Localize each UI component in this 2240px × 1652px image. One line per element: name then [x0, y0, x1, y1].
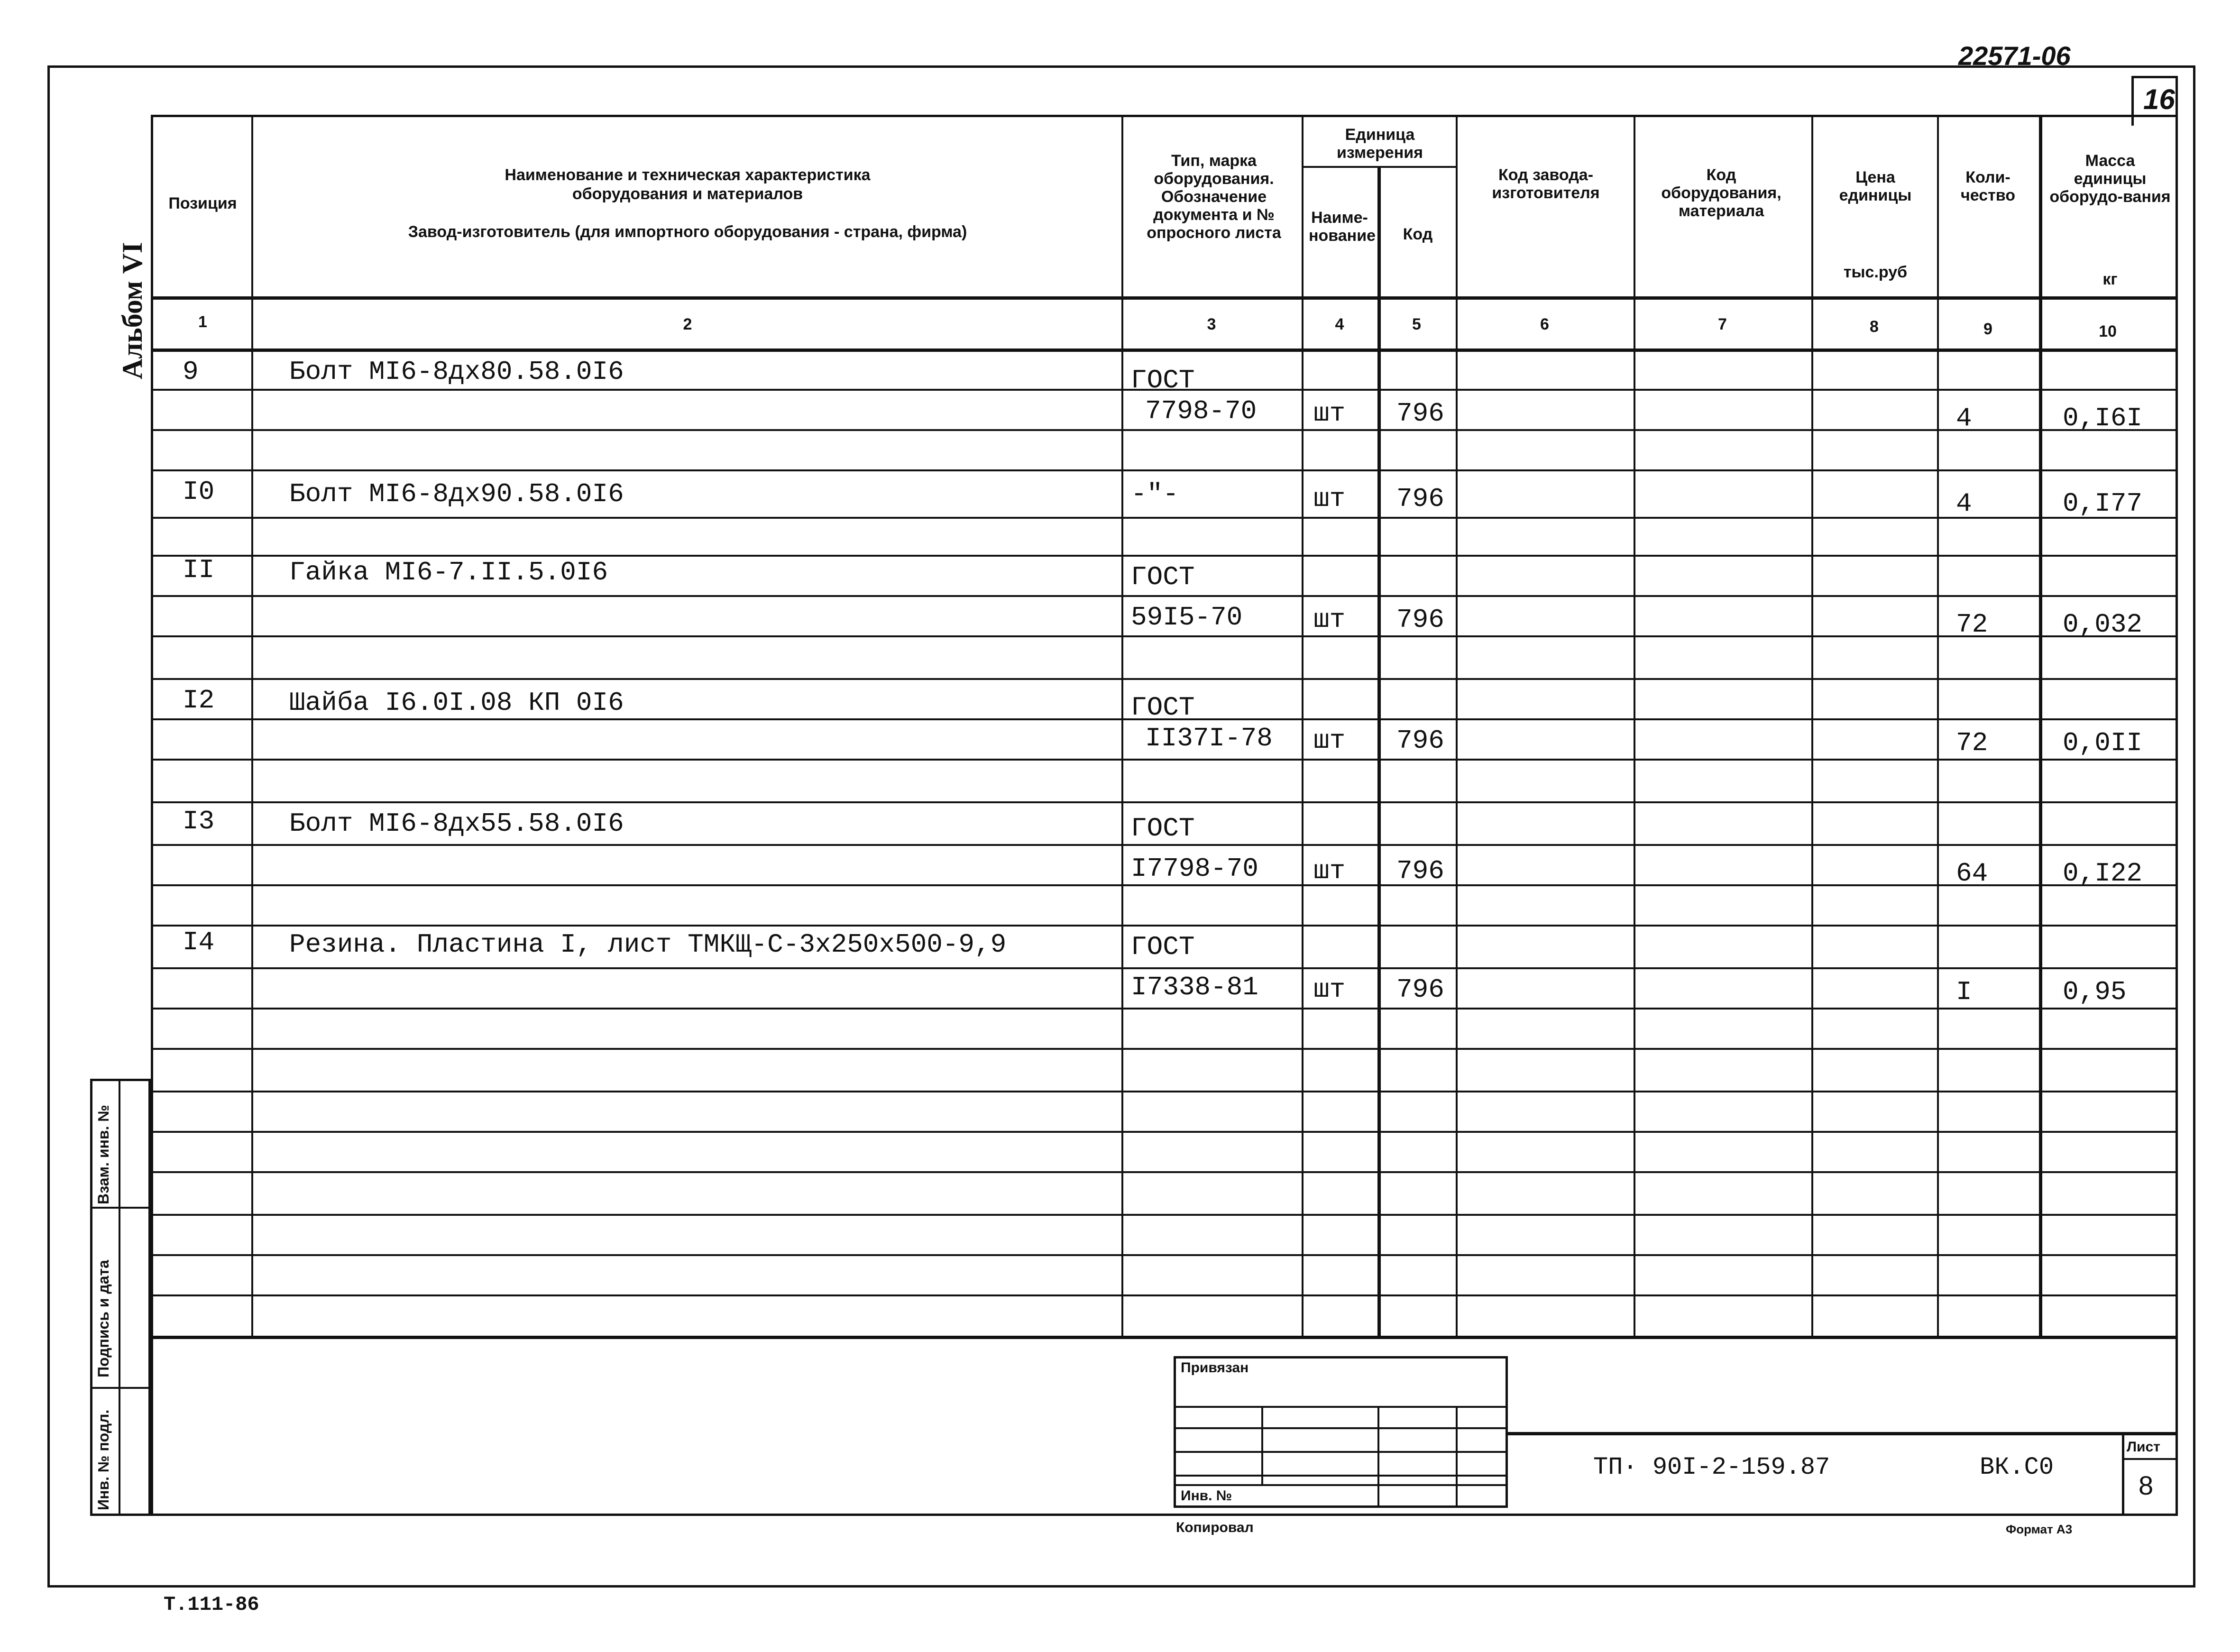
side-stamp-replaced-inv: Взам. инв. №	[95, 1105, 112, 1204]
row-11-code: 796	[1396, 605, 1444, 635]
row-11-mass: 0,032	[2063, 609, 2143, 640]
list-label: Лист	[2127, 1439, 2160, 1455]
privyazan-line	[1174, 1427, 1508, 1429]
colnum-2: 2	[683, 315, 692, 333]
header-mass-unit: кг	[2102, 270, 2118, 288]
album-label: Альбом VI	[117, 242, 148, 379]
project-code: ТП· 90I-2-159.87	[1593, 1453, 1830, 1481]
row-12-name: Шайба I6.0I.08 КП 0I6	[289, 688, 624, 718]
row-13-unit: шт	[1313, 856, 1346, 886]
colnum-8: 8	[1870, 318, 1879, 336]
privyazan-line	[1174, 1406, 1508, 1408]
header-equip-code: Код оборудования, материала	[1661, 166, 1781, 220]
header-name-line1: Наименование и техническая характеристика	[505, 166, 871, 184]
row-9-mass: 0,I6I	[2063, 403, 2143, 433]
header-bottom-line	[151, 296, 2178, 300]
list-line	[2122, 1458, 2178, 1460]
row-11-qty: 72	[1956, 609, 1988, 640]
row-12-qty: 72	[1956, 728, 1988, 758]
row-9-unit: шт	[1313, 398, 1346, 429]
privyazan-line	[1174, 1484, 1508, 1486]
row-13-mass: 0,I22	[2063, 858, 2143, 889]
row-14-unit: шт	[1313, 974, 1346, 1005]
row-line	[151, 555, 2178, 557]
privyazan-divider	[1377, 1406, 1379, 1508]
inv-label: Инв. №	[1181, 1488, 1232, 1504]
row-11-doc2: 59I5-70	[1131, 602, 1243, 633]
privyazan-divider	[1456, 1406, 1458, 1508]
colnum-1: 1	[198, 313, 207, 331]
row-14-doc2: I7338-81	[1131, 972, 1258, 1002]
header-unit-group: Единица измерения	[1337, 126, 1423, 162]
side-stamp-line	[90, 1387, 151, 1389]
row-10-code: 796	[1396, 484, 1444, 514]
header-price: Цена единицы	[1839, 168, 1912, 204]
row-line	[151, 801, 2178, 803]
side-stamp-original-inv: Инв. № подл.	[95, 1409, 112, 1510]
row-line	[151, 517, 2178, 519]
header-name-line3: Завод-изготовитель (для импортного оборудования - страна, фирма)	[408, 223, 967, 241]
colnum-7: 7	[1718, 315, 1727, 333]
row-line	[151, 759, 2178, 761]
row-13-name: Болт МI6-8дх55.58.0I6	[289, 808, 624, 839]
privyazan-label: Привязан	[1181, 1360, 1249, 1376]
row-9-qty: 4	[1956, 403, 1972, 433]
row-10-doc1: -"-	[1131, 479, 1179, 509]
header-type: Тип, марка оборудования. Обозначение документа и № опросного листа	[1147, 152, 1281, 242]
row-9-doc2: 7798-70	[1145, 396, 1257, 426]
row-line	[151, 844, 2178, 846]
kopiroval-label: Копировал	[1176, 1520, 1254, 1535]
row-12-code: 796	[1396, 725, 1444, 756]
row-14-doc1: ГОСТ	[1131, 932, 1195, 962]
header-position: Позиция	[168, 194, 237, 212]
row-13-qty: 64	[1956, 858, 1988, 889]
row-10-qty: 4	[1956, 488, 1972, 519]
row-13-doc1: ГОСТ	[1131, 813, 1195, 844]
row-line	[151, 1294, 2178, 1296]
row-line	[151, 595, 2178, 597]
row-14-name: Резина. Пластина I, лист ТМКЩ-С-3х250х500-9,9	[289, 929, 1007, 960]
row-14-position: I4	[183, 927, 215, 957]
row-line	[151, 429, 2178, 431]
row-12-mass: 0,0II	[2063, 728, 2143, 758]
colnum-6: 6	[1540, 315, 1549, 333]
row-9-position: 9	[183, 357, 199, 387]
row-9-doc1: ГОСТ	[1131, 365, 1195, 395]
row-line	[151, 469, 2178, 471]
title-top-line	[1508, 1432, 2178, 1435]
row-line	[151, 967, 2178, 969]
colnum-5: 5	[1412, 315, 1421, 333]
col-divider-4	[1377, 166, 1381, 1336]
row-14-mass: 0,95	[2063, 977, 2127, 1007]
row-13-code: 796	[1396, 856, 1444, 886]
row-12-unit: шт	[1313, 725, 1346, 756]
list-number: 8	[2139, 1470, 2154, 1500]
header-plant-code: Код завода-изготовителя	[1492, 166, 1600, 202]
header-unit-name: Наиме-нование	[1309, 209, 1376, 245]
row-line	[151, 1131, 2178, 1133]
row-13-doc2: I7798-70	[1131, 854, 1258, 884]
row-11-doc1: ГОСТ	[1131, 562, 1195, 592]
row-10-name: Болт МI6-8дх90.58.0I6	[289, 479, 624, 509]
table-bottom-line	[151, 1336, 2178, 1339]
colnum-10: 10	[2099, 322, 2117, 340]
row-11-name: Гайка МI6-7.II.5.0I6	[289, 557, 608, 587]
row-line	[151, 1214, 2178, 1216]
row-line	[151, 1171, 2178, 1173]
row-line	[151, 884, 2178, 886]
drawing-mark: ВК.С0	[1980, 1453, 2054, 1481]
row-line	[151, 635, 2178, 637]
unit-group-line	[1302, 166, 1456, 168]
row-line	[151, 1091, 2178, 1092]
privyazan-line	[1174, 1451, 1508, 1453]
row-14-code: 796	[1396, 974, 1444, 1005]
header-mass: Масса единицы оборудо-вания	[2049, 152, 2171, 206]
side-stamp-signature-date: Подпись и дата	[95, 1260, 112, 1377]
row-line	[151, 1008, 2178, 1010]
format-label: Формат А3	[2006, 1522, 2073, 1536]
row-9-code: 796	[1396, 398, 1444, 429]
sheet-corner-number: 16	[2143, 83, 2175, 115]
header-price-unit: тыс.руб	[1843, 263, 1908, 281]
row-line	[151, 1048, 2178, 1050]
colnum-bottom-line	[151, 349, 2178, 352]
row-13-position: I3	[183, 806, 215, 836]
header-qty: Коли-чество	[1961, 168, 2015, 204]
colnum-9: 9	[1983, 320, 1992, 338]
row-line	[151, 678, 2178, 680]
row-line	[151, 925, 2178, 927]
row-12-position: I2	[183, 685, 215, 716]
row-10-position: I0	[183, 477, 215, 507]
colnum-4: 4	[1335, 315, 1344, 333]
colnum-3: 3	[1207, 315, 1216, 333]
header-name-line2: оборудования и материалов	[572, 185, 803, 203]
side-stamp-divider	[119, 1079, 120, 1516]
row-11-position: II	[183, 555, 215, 585]
form-code: Т.111-86	[164, 1593, 259, 1616]
header-unit-code: Код	[1403, 225, 1433, 243]
row-11-unit: шт	[1313, 605, 1346, 635]
privyazan-divider	[1261, 1406, 1263, 1484]
row-10-mass: 0,I77	[2063, 488, 2143, 519]
row-line	[151, 1254, 2178, 1256]
row-10-unit: шт	[1313, 484, 1346, 514]
side-stamp-line	[90, 1207, 151, 1209]
row-14-qty: I	[1956, 977, 1972, 1007]
row-9-name: Болт МI6-8дх80.58.0I6	[289, 357, 624, 387]
row-12-doc1: ГОСТ	[1131, 692, 1195, 723]
privyazan-line	[1174, 1475, 1508, 1477]
document-code: 22571-06	[1958, 41, 2071, 71]
row-12-doc2: II37I-78	[1145, 723, 1273, 753]
